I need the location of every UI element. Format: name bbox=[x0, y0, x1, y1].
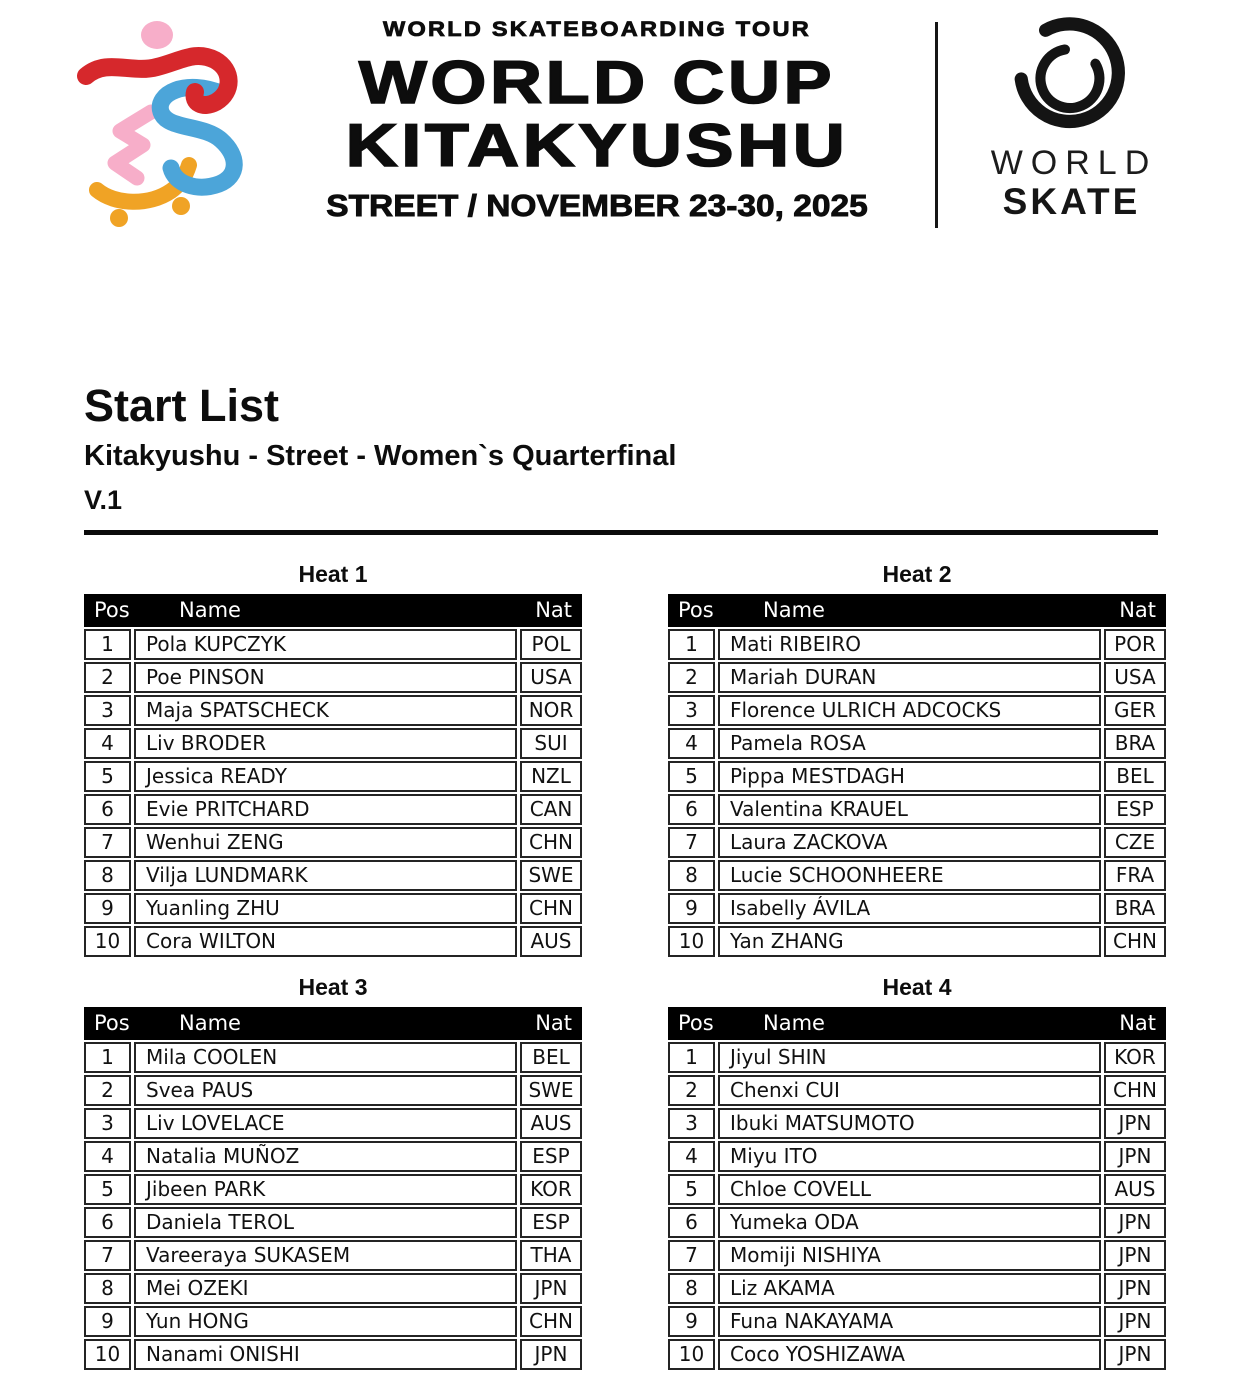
nat-cell: CAN bbox=[520, 794, 582, 825]
nat-cell: JPN bbox=[520, 1273, 582, 1304]
name-cell: Daniela TEROL bbox=[134, 1207, 517, 1238]
nat-cell: FRA bbox=[1104, 860, 1166, 891]
pos-cell: 6 bbox=[84, 1207, 131, 1238]
name-header: Name bbox=[763, 1011, 825, 1035]
pos-cell: 2 bbox=[84, 1075, 131, 1106]
name-cell: Yan ZHANG bbox=[718, 926, 1101, 957]
table-header-bar bbox=[84, 1007, 582, 1040]
name-cell: Funa NAKAYAMA bbox=[718, 1306, 1101, 1337]
nat-header: Nat bbox=[1119, 1011, 1156, 1035]
pos-cell: 3 bbox=[668, 695, 715, 726]
pos-cell: 6 bbox=[668, 1207, 715, 1238]
nat-cell: KOR bbox=[1104, 1042, 1166, 1073]
pos-header: Pos bbox=[678, 598, 714, 622]
nat-cell: KOR bbox=[520, 1174, 582, 1205]
pos-cell: 10 bbox=[668, 1339, 715, 1370]
nat-cell: BRA bbox=[1104, 728, 1166, 759]
nat-cell: BEL bbox=[1104, 761, 1166, 792]
event-title-line1: WORLD CUP bbox=[358, 49, 836, 116]
pos-cell: 10 bbox=[84, 1339, 131, 1370]
name-cell: Vilja LUNDMARK bbox=[134, 860, 517, 891]
pos-cell: 4 bbox=[668, 1141, 715, 1172]
name-cell: Chenxi CUI bbox=[718, 1075, 1101, 1106]
pos-cell: 7 bbox=[84, 1240, 131, 1271]
pos-cell: 7 bbox=[668, 827, 715, 858]
pos-cell: 3 bbox=[84, 695, 131, 726]
heat-table bbox=[84, 975, 582, 1370]
nat-cell: JPN bbox=[1104, 1240, 1166, 1271]
heats-grid bbox=[84, 562, 1240, 1370]
name-cell: Liv LOVELACE bbox=[134, 1108, 517, 1139]
nat-cell: AUS bbox=[520, 1108, 582, 1139]
pos-cell: 5 bbox=[668, 1174, 715, 1205]
nat-header: Nat bbox=[1119, 598, 1156, 622]
name-cell: Jiyul SHIN bbox=[718, 1042, 1101, 1073]
heat-title: Heat 4 bbox=[882, 974, 952, 1000]
heat-table bbox=[84, 562, 582, 957]
document-heading bbox=[84, 380, 1158, 535]
name-cell: Yumeka ODA bbox=[718, 1207, 1101, 1238]
nat-cell: AUS bbox=[520, 926, 582, 957]
nat-cell: CHN bbox=[520, 893, 582, 924]
name-cell: Coco YOSHIZAWA bbox=[718, 1339, 1101, 1370]
name-cell: Mila COOLEN bbox=[134, 1042, 517, 1073]
pos-cell: 4 bbox=[84, 728, 131, 759]
name-cell: Chloe COVELL bbox=[718, 1174, 1101, 1205]
pos-cell: 7 bbox=[668, 1240, 715, 1271]
pos-cell: 4 bbox=[84, 1141, 131, 1172]
name-header: Name bbox=[179, 1011, 241, 1035]
name-cell: Mei OZEKI bbox=[134, 1273, 517, 1304]
nat-cell: POR bbox=[1104, 629, 1166, 660]
pos-cell: 10 bbox=[84, 926, 131, 957]
page-title: Start List bbox=[84, 380, 280, 431]
tour-title: WORLD SKATEBOARDING TOUR bbox=[383, 18, 811, 41]
pos-cell: 2 bbox=[668, 1075, 715, 1106]
name-cell: Yuanling ZHU bbox=[134, 893, 517, 924]
pos-cell: 5 bbox=[668, 761, 715, 792]
world-skate-mark-icon bbox=[1009, 16, 1131, 142]
nat-cell: CZE bbox=[1104, 827, 1166, 858]
version-label: V.1 bbox=[84, 485, 123, 515]
world-skate-word2: SKATE bbox=[1002, 181, 1141, 222]
table-header-bar bbox=[668, 594, 1166, 627]
nat-cell: BEL bbox=[520, 1042, 582, 1073]
nat-cell: CHN bbox=[1104, 1075, 1166, 1106]
pos-cell: 9 bbox=[668, 893, 715, 924]
nat-cell: JPN bbox=[1104, 1207, 1166, 1238]
name-cell: Yun HONG bbox=[134, 1306, 517, 1337]
table-header-bar bbox=[668, 1007, 1166, 1040]
name-cell: Liz AKAMA bbox=[718, 1273, 1101, 1304]
name-cell: Vareeraya SUKASEM bbox=[134, 1240, 517, 1271]
name-cell: Jessica READY bbox=[134, 761, 517, 792]
heat-rows bbox=[84, 629, 582, 957]
name-cell: Natalia MUÑOZ bbox=[134, 1141, 517, 1172]
event-title-line2: KITAKYUSHU bbox=[345, 112, 849, 179]
nat-cell: ESP bbox=[1104, 794, 1166, 825]
name-cell: Wenhui ZENG bbox=[134, 827, 517, 858]
pos-cell: 7 bbox=[84, 827, 131, 858]
nat-cell: NZL bbox=[520, 761, 582, 792]
divider-rule bbox=[84, 530, 1158, 535]
name-cell: Maja SPATSCHECK bbox=[134, 695, 517, 726]
pos-cell: 10 bbox=[668, 926, 715, 957]
nat-cell: AUS bbox=[1104, 1174, 1166, 1205]
event-subtitle: STREET / NOVEMBER 23-30, 2025 bbox=[326, 188, 868, 223]
nat-cell: GER bbox=[1104, 695, 1166, 726]
pos-cell: 5 bbox=[84, 761, 131, 792]
nat-cell: SWE bbox=[520, 1075, 582, 1106]
pos-cell: 3 bbox=[668, 1108, 715, 1139]
name-cell: Ibuki MATSUMOTO bbox=[718, 1108, 1101, 1139]
name-cell: Momiji NISHIYA bbox=[718, 1240, 1101, 1271]
nat-cell: JPN bbox=[1104, 1273, 1166, 1304]
nat-cell: JPN bbox=[520, 1339, 582, 1370]
pos-cell: 5 bbox=[84, 1174, 131, 1205]
pos-cell: 9 bbox=[84, 1306, 131, 1337]
heat-rows bbox=[668, 1042, 1166, 1370]
pos-cell: 1 bbox=[84, 629, 131, 660]
pos-cell: 6 bbox=[668, 794, 715, 825]
nat-cell: JPN bbox=[1104, 1108, 1166, 1139]
nat-cell: ESP bbox=[520, 1141, 582, 1172]
nat-cell: JPN bbox=[1104, 1306, 1166, 1337]
nat-cell: BRA bbox=[1104, 893, 1166, 924]
world-skate-logo bbox=[972, 16, 1168, 223]
name-header: Name bbox=[179, 598, 241, 622]
pos-cell: 2 bbox=[84, 662, 131, 693]
pos-cell: 8 bbox=[668, 1273, 715, 1304]
name-cell: Poe PINSON bbox=[134, 662, 517, 693]
nat-cell: SUI bbox=[520, 728, 582, 759]
pos-cell: 8 bbox=[668, 860, 715, 891]
nat-cell: POL bbox=[520, 629, 582, 660]
name-cell: Nanami ONISHI bbox=[134, 1339, 517, 1370]
pos-cell: 6 bbox=[84, 794, 131, 825]
pink-squiggle-shape bbox=[115, 112, 151, 178]
nat-cell: THA bbox=[520, 1240, 582, 1271]
name-cell: Florence ULRICH ADCOCKS bbox=[718, 695, 1101, 726]
heat-title: Heat 3 bbox=[298, 974, 368, 1000]
heat-rows bbox=[84, 1042, 582, 1370]
world-skate-word1: WORLD bbox=[990, 144, 1158, 182]
name-cell: Evie PRITCHARD bbox=[134, 794, 517, 825]
pos-cell: 3 bbox=[84, 1108, 131, 1139]
nat-cell: ESP bbox=[520, 1207, 582, 1238]
pos-header: Pos bbox=[94, 598, 130, 622]
nat-cell: USA bbox=[1104, 662, 1166, 693]
event-wordmark bbox=[298, 18, 896, 224]
nat-cell: CHN bbox=[520, 827, 582, 858]
heat-title: Heat 2 bbox=[882, 561, 952, 587]
pos-cell: 9 bbox=[668, 1306, 715, 1337]
heat-title: Heat 1 bbox=[298, 561, 368, 587]
name-cell: Cora WILTON bbox=[134, 926, 517, 957]
pos-header: Pos bbox=[94, 1011, 130, 1035]
banner-divider bbox=[935, 22, 938, 228]
table-header-bar bbox=[84, 594, 582, 627]
nat-cell: JPN bbox=[1104, 1339, 1166, 1370]
nat-cell: CHN bbox=[520, 1306, 582, 1337]
nat-header: Nat bbox=[535, 598, 572, 622]
name-cell: Isabelly ÁVILA bbox=[718, 893, 1101, 924]
pos-cell: 1 bbox=[668, 629, 715, 660]
heat-rows bbox=[668, 629, 1166, 957]
name-cell: Jibeen PARK bbox=[134, 1174, 517, 1205]
pos-cell: 1 bbox=[668, 1042, 715, 1073]
name-cell: Valentina KRAUEL bbox=[718, 794, 1101, 825]
pos-cell: 1 bbox=[84, 1042, 131, 1073]
name-cell: Liv BRODER bbox=[134, 728, 517, 759]
name-cell: Pamela ROSA bbox=[718, 728, 1101, 759]
pos-cell: 9 bbox=[84, 893, 131, 924]
nat-cell: SWE bbox=[520, 860, 582, 891]
name-cell: Pola KUPCZYK bbox=[134, 629, 517, 660]
nat-cell: JPN bbox=[1104, 1141, 1166, 1172]
name-cell: Laura ZACKOVA bbox=[718, 827, 1101, 858]
banner bbox=[0, 0, 1240, 245]
pos-header: Pos bbox=[678, 1011, 714, 1035]
nat-cell: NOR bbox=[520, 695, 582, 726]
name-cell: Svea PAUS bbox=[134, 1075, 517, 1106]
name-cell: Pippa MESTDAGH bbox=[718, 761, 1101, 792]
name-header: Name bbox=[763, 598, 825, 622]
head-shape bbox=[141, 21, 173, 49]
wheel-shape bbox=[172, 197, 190, 215]
name-cell: Lucie SCHOONHEERE bbox=[718, 860, 1101, 891]
pos-cell: 8 bbox=[84, 1273, 131, 1304]
wheel-shape bbox=[110, 209, 128, 227]
heat-table bbox=[668, 562, 1166, 957]
nat-cell: USA bbox=[520, 662, 582, 693]
pos-cell: 2 bbox=[668, 662, 715, 693]
nat-cell: CHN bbox=[1104, 926, 1166, 957]
pos-cell: 4 bbox=[668, 728, 715, 759]
event-name: Kitakyushu - Street - Women`s Quarterfinal bbox=[84, 440, 677, 472]
name-cell: Miyu ITO bbox=[718, 1141, 1101, 1172]
name-cell: Mati RIBEIRO bbox=[718, 629, 1101, 660]
name-cell: Mariah DURAN bbox=[718, 662, 1101, 693]
pos-cell: 8 bbox=[84, 860, 131, 891]
nat-header: Nat bbox=[535, 1011, 572, 1035]
heat-table bbox=[668, 975, 1166, 1370]
